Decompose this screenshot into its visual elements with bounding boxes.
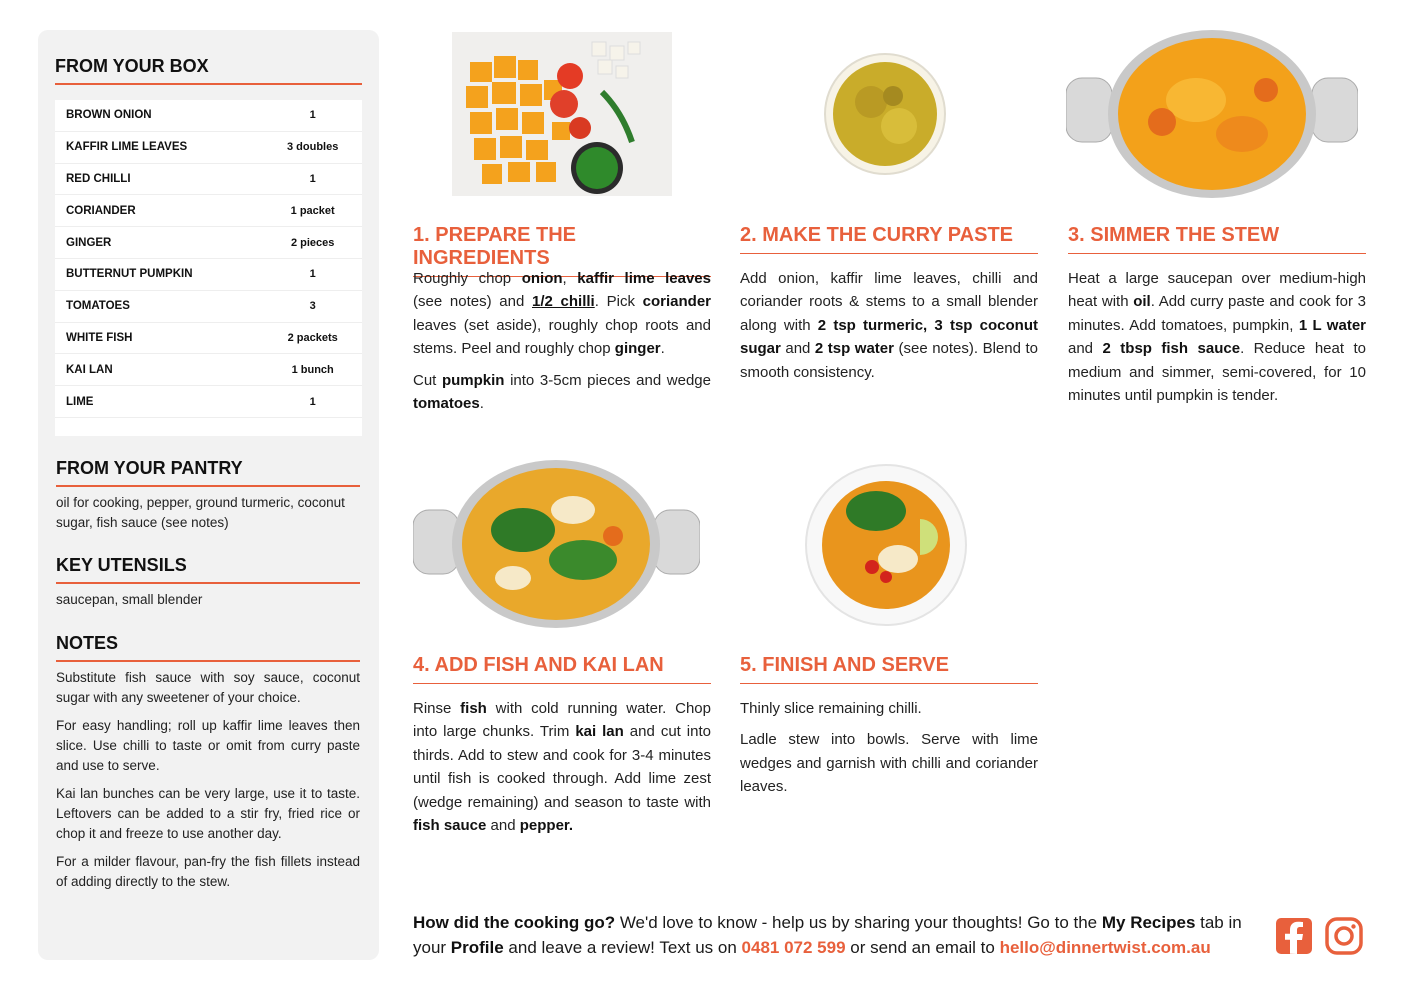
text: or send an email to <box>845 938 1000 957</box>
notes-list <box>56 668 360 900</box>
text: Cut <box>413 371 442 389</box>
text: (see notes) and <box>413 293 532 311</box>
box-ingredient-row <box>55 354 362 386</box>
ingredient-name: GINGER <box>66 236 112 249</box>
bold-text: coriander <box>642 293 711 311</box>
step-1-body <box>413 267 711 423</box>
utensils-items: saucepan, small blender <box>56 592 203 607</box>
text: leaves (set aside), roughly chop roots and stems. Peel and roughly chop <box>413 316 711 358</box>
ingredient-quantity: 1 <box>309 109 316 122</box>
ingredient-name: RED CHILLI <box>66 172 131 185</box>
box-ingredient-row <box>55 259 362 291</box>
profile-text: Profile <box>450 938 504 957</box>
text: . Pick <box>594 293 643 311</box>
box-ingredient-row <box>55 164 362 196</box>
served-bowl-photo <box>802 463 970 627</box>
box-title: FROM YOUR BOX <box>55 56 362 85</box>
box-ingredient-row <box>55 386 362 418</box>
box-ingredients-table <box>55 100 362 436</box>
text: Roughly chop <box>413 270 522 287</box>
step-1-title: 1. PREPARE THE INGREDIENTS <box>413 224 711 277</box>
bold-text: 2 tsp water <box>814 340 894 358</box>
text: Heat a large saucepan over medium-high heat with <box>1068 270 1366 311</box>
fish-stew-pot-photo <box>413 460 700 628</box>
feedback-question: How did the cooking go? <box>413 913 616 932</box>
bold-text: 1 L water <box>1298 316 1366 334</box>
step-5-para-1: Thinly slice remaining chilli. <box>740 700 922 717</box>
bold-text: fish sauce <box>413 817 487 835</box>
text: and leave a review! Text us on <box>503 938 742 957</box>
utensils-text <box>56 590 360 618</box>
note-item: For easy handling; roll up kaffir lime leaves then slice. Use chilli to taste or omit from curry paste and use to serve. <box>56 718 360 773</box>
ingredient-name: CORIANDER <box>66 204 136 217</box>
step-5-title: 5. FINISH AND SERVE <box>740 654 1038 684</box>
box-ingredient-row <box>55 227 362 259</box>
bold-text: 2 tsp turmeric, 3 tsp coconut sugar <box>740 316 1038 358</box>
ingredient-quantity: 3 <box>309 300 316 313</box>
bold-text: kaffir lime leaves <box>577 270 711 287</box>
box-ingredient-row <box>55 323 362 355</box>
text: into 3-5cm pieces and wedge <box>504 371 711 389</box>
ingredients-sidebar <box>38 30 379 960</box>
feedback-footer <box>413 910 1263 960</box>
bold-text: pumpkin <box>441 371 505 389</box>
step-4-para-1 <box>413 697 711 837</box>
pantry-items: oil for cooking, pepper, ground turmeric, coconut sugar, fish sauce (see notes) <box>56 495 345 530</box>
phone-link[interactable]: 0481 072 599 <box>741 938 846 957</box>
ingredient-quantity: 1 bunch <box>291 363 334 376</box>
bold-text: ginger <box>614 340 661 358</box>
step-1-para-2 <box>413 369 711 416</box>
instagram-icon[interactable] <box>1325 917 1363 955</box>
bold-text: 2 tbsp fish sauce <box>1102 340 1241 358</box>
step-1-para-1 <box>413 267 711 361</box>
ingredient-name: BROWN ONION <box>66 109 152 122</box>
ingredient-name: WHITE FISH <box>66 331 133 344</box>
bold-text: onion <box>521 270 563 287</box>
ingredient-name: KAI LAN <box>66 363 113 376</box>
step-3-para-1 <box>1068 267 1366 407</box>
step-4-title: 4. ADD FISH AND KAI LAN <box>413 654 711 684</box>
curry-paste-photo <box>823 52 947 176</box>
facebook-icon[interactable] <box>1275 917 1313 955</box>
box-ingredient-row <box>55 132 362 164</box>
text: , <box>562 270 578 287</box>
text: We'd love to know - help us by sharing your thoughts! Go to the <box>615 913 1102 932</box>
text: . <box>660 340 665 358</box>
text: Rinse <box>413 700 461 717</box>
ingredient-name: LIME <box>66 395 94 408</box>
ingredient-quantity: 1 <box>309 268 316 281</box>
ingredient-quantity: 2 pieces <box>290 236 335 249</box>
utensils-title: KEY UTENSILS <box>56 555 360 584</box>
step-5-para-2: Ladle stew into bowls. Serve with lime wedges and garnish with chilli and coriander leaves. <box>740 731 1038 796</box>
text: and <box>486 817 520 835</box>
email-link[interactable]: hello@dinnertwist.com.au <box>999 938 1211 957</box>
step-2-body <box>740 267 1038 392</box>
box-ingredient-row <box>55 195 362 227</box>
step-2-title: 2. MAKE THE CURRY PASTE <box>740 224 1038 254</box>
notes-title: NOTES <box>56 633 360 662</box>
ingredient-quantity: 1 <box>309 172 316 185</box>
text: and <box>1068 340 1103 358</box>
step-3-body <box>1068 267 1366 415</box>
note-item: Kai lan bunches can be very large, use it to taste. Leftovers can be added to a stir fry, fried rice or chop it and freeze to use another day. <box>56 786 360 841</box>
step-2-para-1 <box>740 267 1038 384</box>
pantry-title: FROM YOUR PANTRY <box>56 458 360 487</box>
text: . Add curry paste and cook for 3 minutes. Add tomatoes, pumpkin, <box>1068 293 1366 334</box>
text: . <box>479 395 484 413</box>
ingredients-photo <box>452 32 672 196</box>
box-ingredient-row <box>55 291 362 323</box>
bold-text: tomatoes <box>413 395 480 413</box>
step-3-title: 3. SIMMER THE STEW <box>1068 224 1366 254</box>
text: tab in your <box>413 913 1242 957</box>
note-item: For a milder flavour, pan-fry the fish fillets instead of adding directly to the stew. <box>56 854 360 889</box>
bold-text: fish <box>460 700 487 717</box>
my-recipes-text: My Recipes <box>1101 913 1196 932</box>
ingredient-name: KAFFIR LIME LEAVES <box>66 141 188 154</box>
step-5-body <box>740 697 1038 807</box>
ingredient-quantity: 2 packets <box>287 331 338 344</box>
ingredient-quantity: 1 <box>309 395 316 408</box>
bold-text: pepper. <box>519 817 574 835</box>
text: (see notes). Blend to smooth consistency. <box>740 340 1038 381</box>
bold-text: oil <box>1133 293 1151 311</box>
pantry-text <box>56 493 360 541</box>
text: with cold running water. Chop into large chunks. Trim <box>413 700 711 741</box>
text: and <box>780 340 815 358</box>
bold-underlined-text: 1/2 chilli <box>532 293 595 311</box>
ingredient-quantity: 3 doubles <box>286 141 339 154</box>
text: and cut into thirds. Add to stew and cook for 3-4 minutes until fish is cooked through. Add lime zest (wedge remaining) and season to taste with <box>413 723 711 811</box>
step-4-body <box>413 697 711 845</box>
text: Add onion, kaffir lime leaves, chilli and coriander roots & stems to a small blender along with <box>740 270 1038 334</box>
note-item: Substitute fish sauce with soy sauce, coconut sugar with any sweetener of your choice. <box>56 670 360 705</box>
stew-pot-photo <box>1066 30 1358 198</box>
ingredient-name: BUTTERNUT PUMPKIN <box>66 268 193 281</box>
ingredient-quantity: 1 packet <box>290 204 335 217</box>
bold-text: kai lan <box>575 723 624 741</box>
text: . Reduce heat to medium and simmer, semi-covered, for 10 minutes until pumpkin is tender. <box>1068 340 1366 405</box>
ingredient-name: TOMATOES <box>66 300 130 313</box>
box-ingredient-row <box>55 100 362 132</box>
